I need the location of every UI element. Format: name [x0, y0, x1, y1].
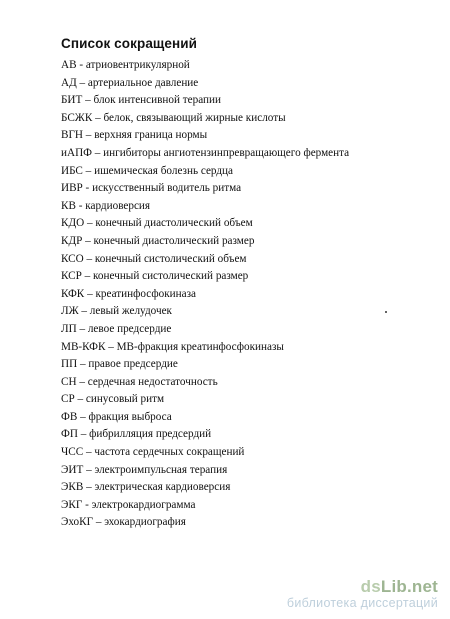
watermark-logo-rest: Lib.net — [380, 577, 438, 596]
page-title: Список сокращений — [61, 36, 198, 51]
list-item: ФВ – фракция выброса — [61, 410, 172, 423]
stray-dot — [385, 311, 387, 313]
list-item: КВ - кардиоверсия — [61, 199, 151, 212]
list-item: СР – синусовый ритм — [61, 393, 165, 406]
watermark-logo — [287, 578, 438, 596]
list-item: МВ-КФК – МВ-фракция креатинфосфокиназы — [61, 340, 284, 353]
list-item: БСЖК – белок, связывающий жирные кислоты — [61, 111, 286, 124]
list-item: КФК – креатинфосфокиназа — [61, 287, 196, 300]
list-item: ЛП – левое предсердие — [61, 322, 172, 335]
list-item: ФП – фибрилляция предсердий — [61, 428, 212, 441]
list-item: КДО – конечный диастолический объем — [61, 217, 253, 230]
list-item: ЭКВ – электрическая кардиоверсия — [61, 481, 231, 494]
abbreviation-list — [61, 57, 349, 532]
list-item: ИБС – ишемическая болезнь сердца — [61, 164, 234, 177]
list-item: ИВР - искусственный водитель ритма — [61, 182, 242, 195]
list-item: ВГН – верхняя граница нормы — [61, 129, 208, 142]
list-item: ЭКГ - электрокардиограмма — [61, 498, 196, 511]
list-item: БИТ – блок интенсивной терапии — [61, 94, 221, 107]
watermark — [287, 578, 438, 611]
list-item: ЭхоКГ – эхокардиография — [61, 516, 186, 529]
list-item: КСР – конечный систолический размер — [61, 270, 249, 283]
list-item: АВ - атриовентрикулярной — [61, 59, 190, 71]
watermark-logo-prefix: ds — [360, 577, 381, 596]
list-item: ПП – правое предсердие — [61, 358, 178, 371]
list-item: ЛЖ – левый желудочек — [61, 305, 172, 318]
list-item: КДР – конечный диастолический размер — [61, 234, 255, 247]
list-item: ЭИТ – электроимпульсная терапия — [61, 463, 228, 476]
list-item: АД – артериальное давление — [61, 76, 199, 89]
watermark-tagline: библиотека диссертаций — [286, 596, 438, 610]
list-item: ЧСС – частота сердечных сокращений — [61, 446, 245, 459]
list-item: КСО – конечный систолический объем — [61, 252, 247, 265]
list-item: иАПФ – ингибиторы ангиотензинпревращающего фермента — [61, 146, 350, 159]
list-item: СН – сердечная недостаточность — [61, 375, 218, 388]
